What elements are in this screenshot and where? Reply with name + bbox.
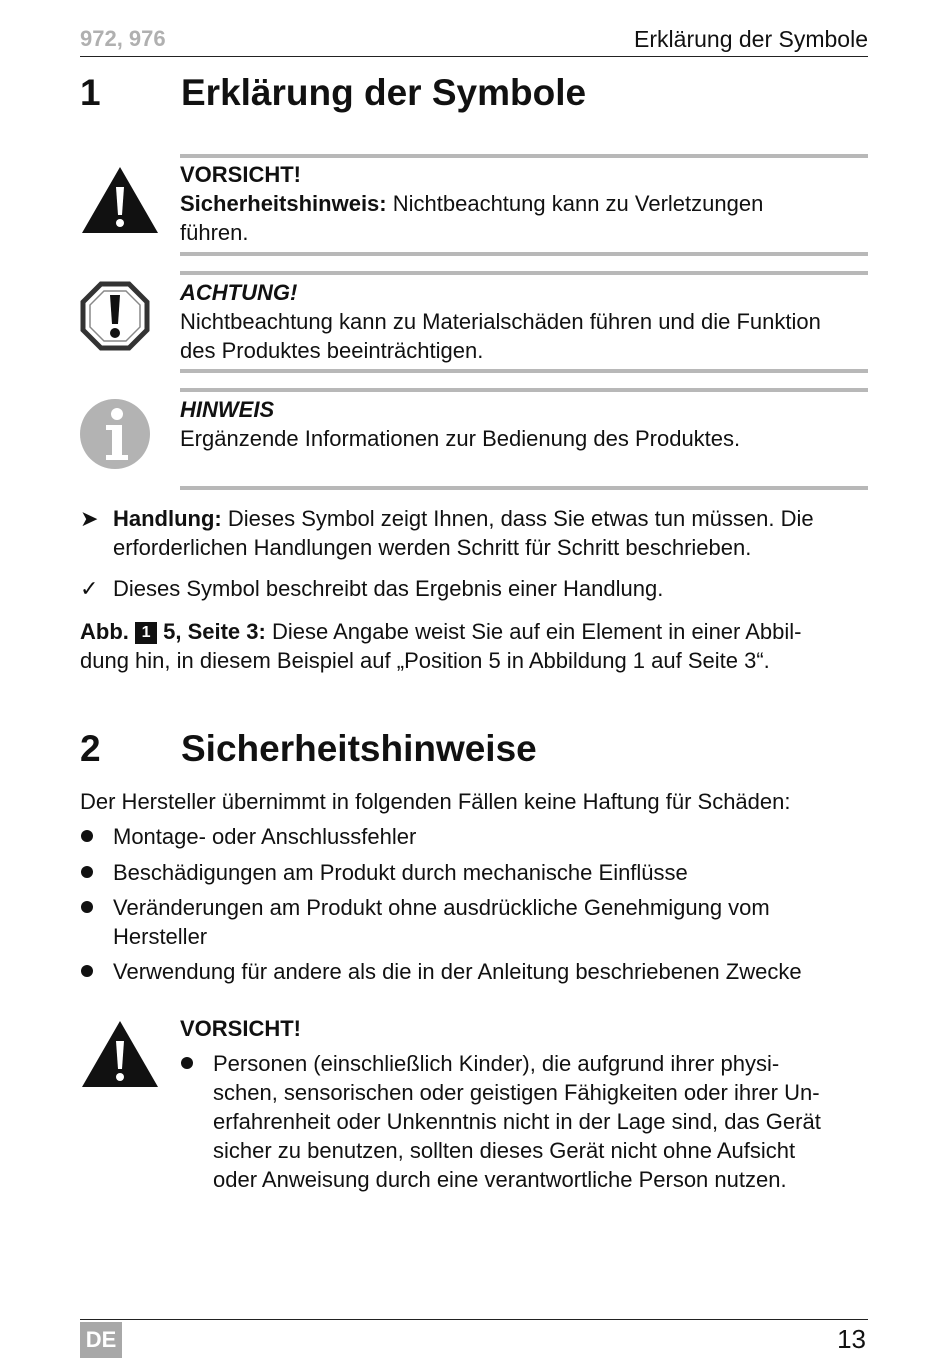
bullet-icon (181, 1057, 193, 1069)
achtung-notice (180, 278, 870, 365)
notice-rule (180, 388, 868, 392)
warning-triangle-icon (80, 1019, 160, 1089)
handlung-description: Handlung: Dieses Symbol zeigt Ihnen, dass Sie etwas tun müssen. Die erforderlichen Handlungen werden Schritt für Schritt beschrieben. (113, 506, 814, 560)
section-title: Erklärung der Symbole (181, 72, 587, 113)
notice-text: des Produktes beeinträchtigen. (180, 338, 484, 363)
section-number: 1 (80, 72, 101, 113)
octagon-exclamation-icon (80, 281, 150, 351)
notice-rule (180, 252, 868, 256)
notice-title: ACHTUNG! (180, 280, 298, 305)
section-title: Sicherheitshinweise (181, 728, 537, 769)
figure-reference-description: Abb. 1 5, Seite 3: Diese Angabe weist Sie auf ein Element in einer Abbil- dung hin, in diesem Beispiel auf „Position 5 in Abbildung 1 auf Seite 3“. (80, 619, 802, 673)
section-2-heading (80, 728, 780, 772)
notice-rule (180, 486, 868, 490)
notice-text: Sicherheitshinweis: Nichtbeachtung kann zu Verletzungen (180, 191, 764, 216)
list-item: Veränderungen am Produkt ohne ausdrückliche Genehmigung vom Hersteller (113, 895, 770, 949)
header-rule (80, 56, 868, 57)
bullet-icon (81, 866, 93, 878)
model-numbers: 972, 976 (80, 26, 166, 51)
liability-intro: Der Hersteller übernimmt in folgenden Fällen keine Haftung für Schäden: (80, 789, 791, 814)
footer-rule (80, 1319, 868, 1320)
list-item: Montage- oder Anschlussfehler (113, 824, 417, 849)
notice-rule (180, 369, 868, 373)
notice-text: führen. (180, 220, 249, 245)
vorsicht-warning-text: Personen (einschließlich Kinder), die aufgrund ihrer physi- schen, sensorischen oder geistigen Fähigkeiten oder ihrer Un- erfahrenheit oder Unkenntnis nicht in der Lage sind, das Gerät sicher zu benutzen, sollten dieses Gerät nicht ohne Aufsicht oder Anweisung durch eine verantwortliche Person nutzen. (213, 1051, 821, 1192)
vorsicht-notice (180, 160, 870, 247)
section-number: 2 (80, 728, 101, 769)
notice-title: HINWEIS (180, 397, 275, 422)
notice-text: Nichtbeachtung kann zu Materialschäden führen und die Funktion (180, 309, 821, 334)
language-badge: DE (80, 1322, 122, 1358)
notice-text: Ergänzende Informationen zur Bedienung des Produktes. (180, 426, 741, 451)
check-icon: ✓ (80, 576, 99, 601)
figure-number-badge: 1 (135, 622, 157, 644)
notice-title: VORSICHT! (180, 162, 301, 187)
section-1-heading (80, 72, 780, 116)
arrow-icon: ➤ (80, 506, 99, 531)
bullet-icon (81, 901, 93, 913)
hinweis-notice (180, 395, 870, 453)
notice-title: VORSICHT! (180, 1016, 301, 1041)
running-header-title: Erklärung der Symbole (634, 26, 868, 52)
warning-triangle-icon (80, 165, 160, 235)
bullet-icon (81, 830, 93, 842)
info-circle-icon (80, 399, 150, 469)
page-number: 13 (837, 1324, 866, 1354)
bullet-icon (81, 965, 93, 977)
ergebnis-description: Dieses Symbol beschreibt das Ergebnis einer Handlung. (113, 576, 664, 601)
list-item: Verwendung für andere als die in der Anleitung beschriebenen Zwecke (113, 959, 802, 984)
notice-rule (180, 154, 868, 158)
list-item: Beschädigungen am Produkt durch mechanische Einflüsse (113, 860, 688, 885)
notice-rule (180, 271, 868, 275)
